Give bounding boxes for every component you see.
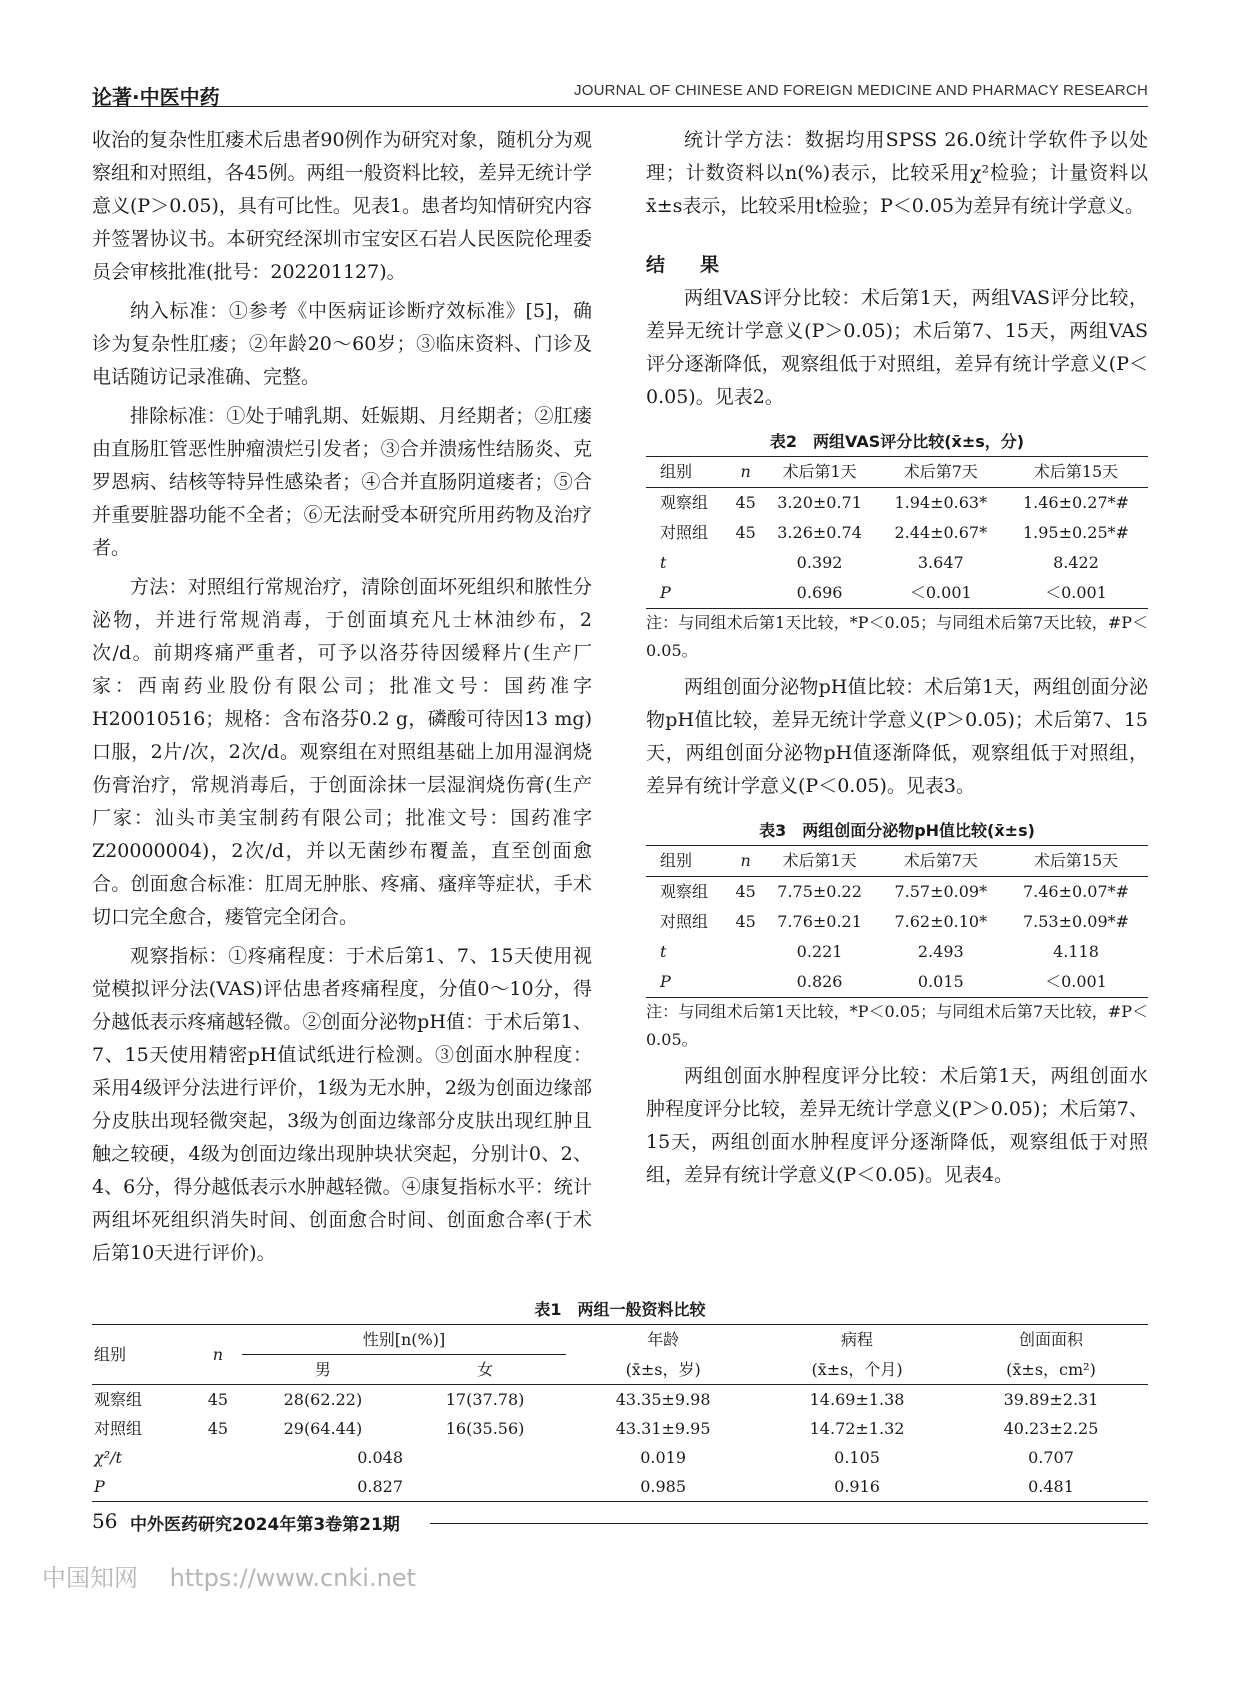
table1-header-course-unit: (x̄±s，个月)	[760, 1355, 954, 1385]
paragraph-ph: 两组创面分泌物pH值比较：术后第1天，两组创面分泌物pH值比较，差异无统计学意义(P＞0.05)；术后第7、15天，两组创面分泌物pH值逐渐降低，观察组低于对照组，差异有统计学意义(P＜0.05)。见表3。	[646, 676, 1148, 797]
table-row	[92, 1385, 1148, 1415]
table2-header-cell: 术后第1天	[762, 457, 878, 488]
table2-cell: 2.44±0.67*	[894, 523, 988, 542]
paragraph-exclusion: 排除标准：①处于哺乳期、妊娠期、月经期者；②肛瘘由直肠肛管恶性肿瘤溃烂引发者；③合并溃疡性结肠炎、克罗恩病、结核等特异性感染者；④合并直肠阴道瘘者；⑤合并重要脏器功能不全者；⑥无法耐受本研究所用药物及治疗者。	[92, 405, 592, 559]
table2-cell: t	[660, 553, 667, 572]
table3-header-cell: 术后第15天	[1004, 846, 1148, 877]
table3-caption: 表3 两组创面分泌物pH值比较(x̄±s)	[759, 821, 1035, 840]
table1-cell: 14.72±1.32	[809, 1419, 905, 1438]
table-row	[646, 877, 1148, 908]
table3-cell: 观察组	[660, 882, 709, 901]
table1-cell: 45	[207, 1390, 229, 1409]
table2-cell: ＜0.001	[909, 583, 972, 602]
table2-cell: 45	[735, 493, 756, 512]
table2-cell: 1.95±0.25*#	[1022, 523, 1130, 542]
table1-header-age-unit: (x̄±s，岁)	[566, 1355, 760, 1385]
table1-cell: 0.827	[357, 1477, 404, 1496]
table2-cell: 观察组	[660, 493, 709, 512]
watermark	[42, 1558, 416, 1593]
table3-cell: 7.62±0.10*	[894, 912, 988, 931]
table1	[92, 1324, 1148, 1502]
table1-header-male: 男	[242, 1355, 404, 1385]
table-row	[646, 518, 1148, 548]
table2-header-cell: n	[730, 457, 762, 488]
table3-cell	[730, 967, 762, 998]
running-header-section: 论著·中医中药	[92, 85, 220, 109]
table1-cell: 29(64.44)	[283, 1419, 363, 1438]
table1-cell: 17(37.78)	[445, 1390, 525, 1409]
table2-cell: ＜0.001	[1045, 583, 1107, 602]
footer-rule	[430, 1523, 1148, 1524]
table1-cell: 39.89±2.31	[1003, 1390, 1099, 1409]
table2-header-cell: 术后第7天	[878, 457, 1004, 488]
table-row	[646, 907, 1148, 937]
section-heading-results: 结 果	[646, 254, 728, 276]
watermark-site: 中国知网	[42, 1564, 138, 1592]
table3-cell: 45	[735, 912, 756, 931]
table3-cell: 7.57±0.09*	[894, 882, 988, 901]
table2-cell: 45	[735, 523, 756, 542]
table2	[646, 456, 1148, 609]
table1-cell: 0.916	[834, 1477, 880, 1496]
table2-caption: 表2 两组VAS评分比较(x̄±s，分)	[769, 432, 1025, 451]
table1-cell: P	[94, 1477, 105, 1496]
footer-journal: 中外医药研究2024年第3卷第21期	[130, 1515, 400, 1535]
table2-cell: P	[660, 583, 671, 602]
paragraph-indicators: 观察指标：①疼痛程度：于术后第1、7、15天使用视觉模拟评分法(VAS)评估患者疼痛程度，分值0～10分，得分越低表示疼痛越轻微。②创面分泌物pH值：于术后第1、7、15天使用精密pH值试纸进行检测。③创面水肿程度：采用4级评分法进行评价，1级为无水肿，2级为创面边缘部分皮肤出现轻微突起，3级为创面边缘部分皮肤出现红肿且触之较硬，4级为创面边缘出现肿块状突起，分别计0、2、4、6分，得分越低表示水肿越轻微。④康复指标水平：统计两组坏死组织消失时间、创面愈合时间、创面愈合率(于术后第10天进行评价)。	[92, 945, 592, 1264]
table3-cell: 0.015	[917, 972, 964, 991]
table1-cell: 14.69±1.38	[809, 1390, 905, 1409]
table1-cell: 43.31±9.95	[615, 1419, 711, 1438]
paragraph-edema: 两组创面水肿程度评分比较：术后第1天，两组创面水肿程度评分比较，差异无统计学意义(P＞0.05)；术后第7、15天，两组创面水肿程度评分逐渐降低，观察组低于对照组，差异有统计学意义(P＜0.05)。见表4。	[646, 1065, 1148, 1186]
table2-cell: 0.696	[796, 583, 843, 602]
table1-cell: 观察组	[94, 1390, 143, 1409]
table1-caption: 表1 两组一般资料比较	[534, 1300, 706, 1319]
table1-header-group: 组别	[92, 1325, 194, 1385]
table3-cell: P	[660, 972, 671, 991]
table1-header-area: 创面面积	[1019, 1330, 1084, 1350]
table2-cell: 3.647	[917, 553, 964, 572]
paragraph-subjects: 收治的复杂性肛瘘术后患者90例作为研究对象，随机分为观察组和对照组，各45例。两组一般资料比较，差异无统计学意义(P＞0.05)，具有可比性。见表1。患者均知情研究内容并签署协议书。本研究经深圳市宝安区石岩人民医院伦理委员会审核批准(批号：202201127)。	[92, 129, 593, 283]
table-row	[646, 937, 1148, 967]
table-row	[92, 1443, 1148, 1472]
table2-cell: 对照组	[660, 523, 709, 542]
table2-cell: 0.392	[796, 553, 843, 572]
paragraph-inclusion: 纳入标准：①参考《中医病证诊断疗效标准》[5]，确诊为复杂性肛瘘；②年龄20～60岁；③临床资料、门诊及电话随访记录准确、完整。	[92, 300, 592, 388]
table2-cell: 8.422	[1053, 553, 1099, 572]
table1-header-sex: 性别[n(%)]	[242, 1325, 566, 1355]
table-row	[646, 548, 1148, 578]
paragraph-statistics: 统计学方法：数据均用SPSS 26.0统计学软件予以处理；计数资料以n(%)表示，比较采用χ²检验；计量资料以x̄±s表示，比较采用t检验；P＜0.05为差异有统计学意义。	[646, 129, 1148, 217]
table3-note: 注：与同组术后第1天比较，*P＜0.05；与同组术后第7天比较，#P＜0.05。	[646, 1002, 1148, 1049]
table2-header-cell: 术后第15天	[1004, 457, 1148, 488]
table1-header-n: n	[194, 1325, 242, 1385]
table3-cell: 7.76±0.21	[777, 912, 862, 931]
table2-cell: 1.94±0.63*	[894, 493, 988, 512]
table1-cell: 0.985	[640, 1477, 687, 1496]
page-number: 56	[92, 1509, 118, 1533]
table3-header-cell: n	[730, 846, 762, 877]
table1-cell: 28(62.22)	[283, 1390, 363, 1409]
running-header-journal: JOURNAL OF CHINESE AND FOREIGN MEDICINE AND PHARMACY RESEARCH	[574, 82, 1148, 99]
table-row	[92, 1472, 1148, 1502]
table2-header-cell: 组别	[646, 457, 730, 488]
table-row	[646, 488, 1148, 519]
table-row	[92, 1414, 1148, 1443]
table1-block	[92, 1298, 1148, 1502]
table3-cell: 45	[735, 882, 756, 901]
table2-cell	[730, 548, 762, 578]
left-column	[92, 124, 592, 1276]
table2-cell: 3.20±0.71	[777, 493, 862, 512]
table1-cell: 16(35.56)	[445, 1419, 525, 1438]
table1-cell: 0.481	[1028, 1477, 1074, 1496]
table3-cell: 对照组	[660, 912, 709, 931]
table3-cell: 0.221	[796, 942, 843, 961]
table1-cell: 43.35±9.98	[615, 1390, 711, 1409]
table1-header-area-unit: (x̄±s，cm²)	[954, 1355, 1148, 1385]
table-row	[646, 967, 1148, 998]
table1-cell: 0.019	[640, 1448, 687, 1467]
table1-cell: 45	[207, 1419, 229, 1438]
table1-cell: 40.23±2.25	[1003, 1419, 1099, 1438]
watermark-url[interactable]: https://www.cnki.net	[169, 1564, 416, 1592]
table3-header-cell: 术后第7天	[878, 846, 1004, 877]
table3	[646, 845, 1148, 998]
table1-header-age: 年龄	[647, 1330, 680, 1350]
header-rule	[92, 106, 1148, 107]
right-column	[646, 124, 1148, 1198]
table3-header-cell: 术后第1天	[762, 846, 878, 877]
table3-cell: 4.118	[1053, 942, 1099, 961]
table1-cell: 0.105	[834, 1448, 880, 1467]
table3-cell: 0.826	[796, 972, 843, 991]
table3-cell	[730, 937, 762, 967]
table2-cell: 1.46±0.27*#	[1022, 493, 1130, 512]
table1-header-course: 病程	[841, 1330, 874, 1350]
table3-cell: 7.46±0.07*#	[1022, 882, 1130, 901]
table1-header-female: 女	[404, 1355, 566, 1385]
table2-note: 注：与同组术后第1天比较，*P＜0.05；与同组术后第7天比较，#P＜0.05。	[646, 613, 1148, 660]
table2-cell	[730, 578, 762, 609]
table1-cell: 0.048	[357, 1448, 404, 1467]
table3-cell: 2.493	[917, 942, 964, 961]
table2-cell: 3.26±0.74	[777, 523, 862, 542]
paragraph-vas: 两组VAS评分比较：术后第1天，两组VAS评分比较，差异无统计学意义(P＞0.05)；术后第7、15天，两组VAS评分逐渐降低，观察组低于对照组，差异有统计学意义(P＜0.05)。见表2。	[646, 287, 1148, 408]
paragraph-methods: 方法：对照组行常规治疗，清除创面坏死组织和脓性分泌物，并进行常规消毒，于创面填充凡士林油纱布，2次/d。前期疼痛严重者，可予以洛芬待因缓释片(生产厂家：西南药业股份有限公司；批准文号：国药准字H20010516；规格：含布洛芬0.2 g，磷酸可待因13 mg)口服，2片/次，2次/d。观察组在对照组基础上加用湿润烧伤膏治疗，常规消毒后，于创面涂抹一层湿润烧伤膏(生产厂家：汕头市美宝制药有限公司；批准文号：国药准字Z20000004)，2次/d，并以无菌纱布覆盖，直至创面愈合。创面愈合标准：肛周无肿胀、疼痛、瘙痒等症状，手术切口完全愈合，瘘管完全闭合。	[92, 576, 592, 928]
table3-cell: ＜0.001	[1045, 972, 1107, 991]
table3-cell: t	[660, 942, 667, 961]
table1-cell: 0.707	[1028, 1448, 1074, 1467]
table1-cell: χ²/t	[94, 1448, 122, 1467]
table3-header-cell: 组别	[646, 846, 730, 877]
table3-cell: 7.75±0.22	[777, 882, 862, 901]
table1-cell: 对照组	[94, 1419, 143, 1438]
table-row	[646, 578, 1148, 609]
table3-cell: 7.53±0.09*#	[1022, 912, 1130, 931]
